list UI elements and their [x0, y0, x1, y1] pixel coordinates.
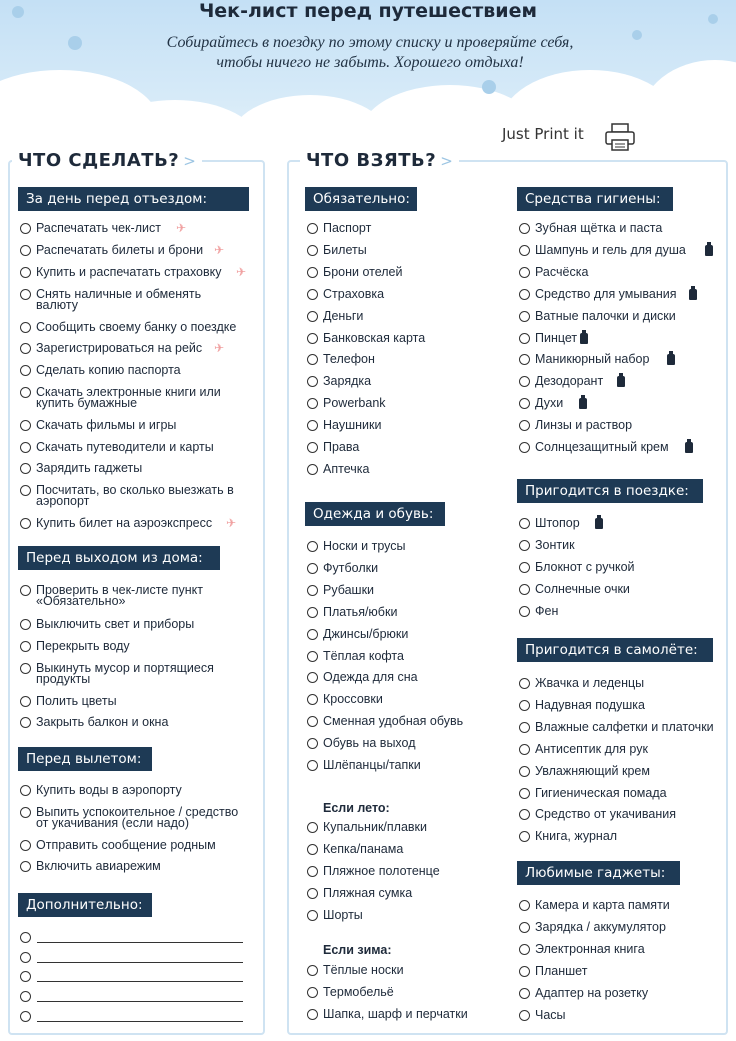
- checkbox[interactable]: [20, 322, 31, 333]
- checkbox[interactable]: [519, 223, 530, 234]
- list-item: Рубашки: [323, 582, 375, 597]
- list-item: Посчитать, во сколько выезжать в аэропорт: [36, 483, 234, 508]
- plane-icon: ✈: [214, 341, 225, 355]
- list-item: Купить билет на аэроэкспресс: [36, 516, 213, 530]
- list-item: Носки и трусы: [323, 539, 406, 553]
- checkbox[interactable]: [20, 861, 31, 872]
- list-item: Закрыть балкон и окна: [36, 715, 169, 729]
- category-hygiene: Средства гигиены:: [517, 187, 673, 211]
- checkbox[interactable]: [20, 1011, 31, 1022]
- list-item: Шлёпанцы/тапки: [323, 758, 421, 772]
- checkbox[interactable]: [519, 678, 530, 689]
- checkbox[interactable]: [307, 888, 318, 899]
- category-trip: Пригодится в поездке:: [517, 479, 703, 503]
- page-subtitle: [80, 33, 660, 73]
- checkbox[interactable]: [519, 788, 530, 799]
- checkbox[interactable]: [519, 606, 530, 617]
- list-item: Отправить сообщение родным: [36, 838, 216, 852]
- checkbox[interactable]: [307, 866, 318, 877]
- list-item: Выпить успокоительное / средство от укачивания (если надо): [36, 805, 239, 830]
- list-item: Ватные палочки и диски: [535, 308, 676, 323]
- list-item: Сделать копию паспорта: [36, 363, 181, 377]
- checkbox[interactable]: [20, 485, 31, 496]
- checkbox[interactable]: [307, 910, 318, 921]
- checkbox[interactable]: [20, 365, 31, 376]
- list-item: Пляжное полотенце: [323, 863, 440, 878]
- list-item: Надувная подушка: [535, 697, 645, 712]
- checkbox[interactable]: [519, 518, 530, 529]
- list-item: Сообщить своему банку о поездке: [36, 320, 237, 334]
- list-item: Фен: [535, 603, 559, 618]
- checkbox[interactable]: [307, 223, 318, 234]
- printer-icon: [604, 121, 636, 153]
- list-item: Расчёска: [535, 264, 589, 279]
- checkbox[interactable]: [307, 245, 318, 256]
- list-item: Зарядить гаджеты: [36, 461, 143, 475]
- winter-subheading: Если зима:: [323, 943, 392, 957]
- list-item: Включить авиарежим: [36, 859, 161, 873]
- checkbox[interactable]: [307, 541, 318, 552]
- checkbox[interactable]: [307, 289, 318, 300]
- checkbox[interactable]: [519, 722, 530, 733]
- list-item: Билеты: [323, 242, 367, 257]
- list-item: Джинсы/брюки: [323, 626, 409, 641]
- checkbox[interactable]: [20, 585, 31, 596]
- checkbox[interactable]: [20, 952, 31, 963]
- checkbox[interactable]: [20, 420, 31, 431]
- checkbox[interactable]: [20, 717, 31, 728]
- list-item: Деньги: [323, 308, 364, 323]
- checkbox[interactable]: [307, 585, 318, 596]
- checkbox[interactable]: [20, 518, 31, 529]
- blank-line-field[interactable]: [37, 1001, 243, 1002]
- checkbox[interactable]: [20, 442, 31, 453]
- category-gadgets: Любимые гаджеты:: [517, 861, 680, 885]
- checkbox[interactable]: [307, 987, 318, 998]
- list-item: Страховка: [323, 286, 385, 301]
- checkbox[interactable]: [20, 387, 31, 398]
- brand-name: Just Print it: [502, 125, 584, 143]
- list-item: Распечатать чек-лист: [36, 221, 161, 235]
- category-day-before: За день перед отъездом:: [18, 187, 249, 211]
- plane-icon: ✈: [214, 243, 225, 257]
- list-item: Маникюрный набор: [535, 352, 650, 367]
- arrow-icon: >: [183, 152, 197, 170]
- checkbox[interactable]: [307, 651, 318, 662]
- list-item: Телефон: [323, 352, 375, 367]
- checkbox[interactable]: [519, 922, 530, 933]
- checkbox[interactable]: [20, 223, 31, 234]
- checkbox[interactable]: [519, 700, 530, 711]
- list-item: Термобельё: [323, 984, 394, 999]
- checkbox[interactable]: [20, 663, 31, 674]
- list-item: Зарядка / аккумулятор: [535, 919, 666, 934]
- checkbox[interactable]: [519, 311, 530, 322]
- list-item: Солнечные очки: [535, 581, 630, 596]
- bottle-icon: [685, 442, 693, 453]
- subtitle-line: чтобы ничего не забыть. Хорошего отдыха!: [216, 54, 524, 71]
- list-item: Зарегистрироваться на рейс: [36, 341, 203, 355]
- checkbox[interactable]: [519, 1010, 530, 1021]
- checkbox[interactable]: [519, 744, 530, 755]
- checkbox[interactable]: [20, 696, 31, 707]
- checkbox[interactable]: [20, 463, 31, 474]
- blank-line-field[interactable]: [37, 962, 243, 963]
- checkbox[interactable]: [519, 562, 530, 573]
- list-item: Скачать фильмы и игры: [36, 418, 177, 432]
- checkbox[interactable]: [307, 563, 318, 574]
- take-section-title: [300, 150, 459, 171]
- checkbox[interactable]: [519, 900, 530, 911]
- todo-title-text: ЧТО СДЕЛАТЬ?: [18, 150, 180, 171]
- list-item: Шорты: [323, 907, 363, 922]
- list-item: Часы: [535, 1007, 566, 1022]
- checkbox[interactable]: [519, 333, 530, 344]
- list-item: Гигиеническая помада: [535, 785, 667, 800]
- list-item: Скачать путеводители и карты: [36, 440, 214, 454]
- list-item: Планшет: [535, 963, 588, 978]
- list-item: Скачать электронные книги или купить бумажные: [36, 385, 221, 410]
- list-item: Штопор: [535, 516, 580, 530]
- category-before-flight: Перед вылетом:: [18, 747, 152, 771]
- checkbox[interactable]: [519, 966, 530, 977]
- todo-section-title: [12, 150, 202, 171]
- list-item: Камера и карта памяти: [535, 898, 670, 912]
- checkbox[interactable]: [20, 619, 31, 630]
- list-item: Купить воды в аэропорту: [36, 783, 182, 797]
- list-item: Зубная щётка и паста: [535, 221, 663, 235]
- checkbox[interactable]: [20, 807, 31, 818]
- plane-icon: ✈: [236, 265, 247, 279]
- blank-line-field[interactable]: [37, 942, 243, 943]
- subtitle-line: Собирайтесь в поездку по этому списку и проверяйте себя,: [166, 34, 574, 51]
- checkbox[interactable]: [20, 267, 31, 278]
- list-item: Кепка/панама: [323, 841, 404, 856]
- list-item: Перекрыть воду: [36, 639, 130, 653]
- blank-line-field[interactable]: [37, 1021, 243, 1022]
- list-item: Солнцезащитный крем: [535, 440, 669, 454]
- list-item: Блокнот с ручкой: [535, 559, 635, 574]
- list-item: Брони отелей: [323, 264, 403, 279]
- list-item: Купить и распечатать страховку: [36, 265, 222, 279]
- list-item: Книга, журнал: [535, 829, 618, 844]
- checkbox[interactable]: [307, 442, 318, 453]
- checkbox[interactable]: [20, 991, 31, 1002]
- list-item: Платья/юбки: [323, 604, 398, 619]
- bottle-icon: [617, 376, 625, 387]
- list-item: Влажные салфетки и платочки: [535, 719, 714, 734]
- checkbox[interactable]: [20, 971, 31, 982]
- bottle-icon: [595, 518, 603, 529]
- checkbox[interactable]: [307, 267, 318, 278]
- checkbox[interactable]: [519, 766, 530, 777]
- list-item: Жвачка и леденцы: [535, 676, 645, 690]
- plane-icon: ✈: [226, 516, 237, 530]
- list-item: Наушники: [323, 418, 382, 433]
- checkbox[interactable]: [20, 932, 31, 943]
- list-item: Снять наличные и обменять валюту: [36, 287, 202, 312]
- list-item: Паспорт: [323, 221, 372, 235]
- list-item: Адаптер на розетку: [535, 985, 649, 1000]
- list-item: Зарядка: [323, 374, 372, 389]
- list-item: Банковская карта: [323, 330, 426, 345]
- checkbox[interactable]: [307, 629, 318, 640]
- list-item: Проверить в чек-листе пункт «Обязательно»: [36, 583, 203, 608]
- list-item: Пляжная сумка: [323, 885, 413, 900]
- list-item: Тёплые носки: [323, 963, 404, 977]
- list-item: Средство для умывания: [535, 286, 677, 301]
- checkbox[interactable]: [519, 442, 530, 453]
- list-item: Антисептик для рук: [535, 741, 648, 756]
- list-item: Права: [323, 440, 360, 454]
- checkbox[interactable]: [307, 822, 318, 833]
- checkbox[interactable]: [307, 844, 318, 855]
- list-item: Одежда для сна: [323, 670, 418, 685]
- list-item: Футболки: [323, 560, 379, 575]
- category-additional: Дополнительно:: [18, 893, 152, 917]
- list-item: Средство от укачивания: [535, 807, 676, 822]
- summer-subheading: Если лето:: [323, 801, 390, 815]
- list-item: Powerbank: [323, 396, 386, 411]
- checkbox[interactable]: [307, 607, 318, 618]
- list-item: Купальник/плавки: [323, 820, 427, 834]
- list-item: Линзы и раствор: [535, 418, 633, 433]
- checkbox[interactable]: [307, 464, 318, 475]
- bottle-icon: [579, 398, 587, 409]
- bottle-icon: [667, 354, 675, 365]
- list-item: Шампунь и гель для душа: [535, 242, 686, 257]
- checkbox[interactable]: [20, 785, 31, 796]
- list-item: Дезодорант: [535, 374, 604, 389]
- list-item: Аптечка: [323, 461, 370, 476]
- category-clothes: Одежда и обувь:: [305, 502, 445, 526]
- list-item: Духи: [535, 396, 564, 411]
- list-item: Увлажняющий крем: [535, 763, 650, 778]
- list-item: Электронная книга: [535, 941, 645, 956]
- checkbox[interactable]: [307, 333, 318, 344]
- list-item: Сменная удобная обувь: [323, 714, 464, 729]
- plane-icon: ✈: [176, 221, 187, 235]
- checkbox[interactable]: [307, 311, 318, 322]
- checkbox[interactable]: [519, 267, 530, 278]
- checkbox[interactable]: [20, 289, 31, 300]
- list-item: Обувь на выход: [323, 736, 416, 751]
- bottle-icon: [580, 333, 588, 344]
- checkbox[interactable]: [519, 944, 530, 955]
- checkbox[interactable]: [519, 584, 530, 595]
- list-item: Зонтик: [535, 537, 575, 552]
- list-item: Выкинуть мусор и портящиеся продукты: [36, 661, 214, 686]
- checkbox[interactable]: [519, 245, 530, 256]
- bubble-decoration: [482, 80, 496, 94]
- list-item: Полить цветы: [36, 694, 117, 708]
- checkbox[interactable]: [307, 760, 318, 771]
- bottle-icon: [705, 245, 713, 256]
- checkbox[interactable]: [307, 1009, 318, 1020]
- checkbox[interactable]: [519, 289, 530, 300]
- checkbox[interactable]: [20, 641, 31, 652]
- page-title: Чек-лист перед путешествием: [198, 0, 538, 22]
- bottle-icon: [689, 289, 697, 300]
- checkbox[interactable]: [20, 840, 31, 851]
- list-item: Кроссовки: [323, 692, 383, 707]
- arrow-icon: >: [440, 152, 454, 170]
- list-item: Выключить свет и приборы: [36, 617, 195, 631]
- take-title-text: ЧТО ВЗЯТЬ?: [306, 150, 437, 171]
- list-item: Пинцет: [535, 330, 578, 345]
- checkbox[interactable]: [307, 965, 318, 976]
- checkbox[interactable]: [20, 245, 31, 256]
- category-plane: Пригодится в самолёте:: [517, 638, 713, 662]
- checkbox[interactable]: [519, 540, 530, 551]
- cloud-decoration: [640, 60, 736, 160]
- blank-line-field[interactable]: [37, 981, 243, 982]
- list-item: Шапка, шарф и перчатки: [323, 1006, 468, 1021]
- checkbox[interactable]: [519, 988, 530, 999]
- category-mandatory: Обязательно:: [305, 187, 417, 211]
- checkbox[interactable]: [20, 343, 31, 354]
- category-before-leaving: Перед выходом из дома:: [18, 546, 220, 570]
- list-item: Тёплая кофта: [323, 648, 404, 663]
- list-item: Распечатать билеты и брони: [36, 243, 204, 257]
